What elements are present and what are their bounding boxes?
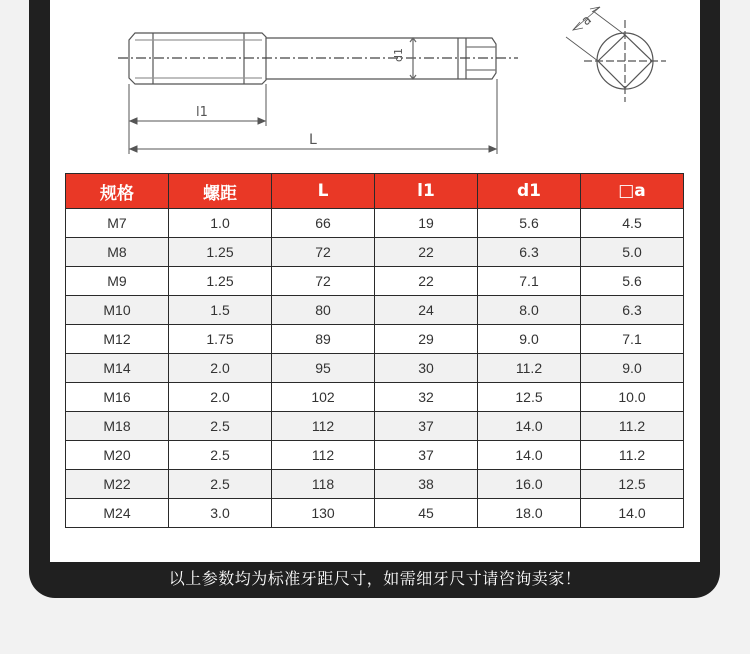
table-cell: 1.25 — [169, 267, 272, 296]
table-row — [66, 499, 684, 528]
table-cell: 112 — [272, 412, 375, 441]
table-cell: 5.6 — [581, 267, 684, 296]
table-cell: 14.0 — [478, 412, 581, 441]
table-cell: 12.5 — [581, 470, 684, 499]
table-row — [66, 383, 684, 412]
header-square-size: □a — [581, 174, 684, 209]
table-row — [66, 238, 684, 267]
table-cell: 72 — [272, 267, 375, 296]
table-cell: 29 — [375, 325, 478, 354]
table-cell: 130 — [272, 499, 375, 528]
header-length: L — [272, 174, 375, 209]
table-cell: 80 — [272, 296, 375, 325]
table-row — [66, 325, 684, 354]
table-cell: 18.0 — [478, 499, 581, 528]
table-cell: 38 — [375, 470, 478, 499]
table-cell: 95 — [272, 354, 375, 383]
table-cell: M7 — [66, 209, 169, 238]
table-cell: 2.0 — [169, 354, 272, 383]
table-cell: 1.25 — [169, 238, 272, 267]
table-cell: 2.5 — [169, 412, 272, 441]
table-row — [66, 470, 684, 499]
table-cell: 1.75 — [169, 325, 272, 354]
table-cell: 8.0 — [478, 296, 581, 325]
table-cell: 16.0 — [478, 470, 581, 499]
table-cell: 32 — [375, 383, 478, 412]
L-dimension-label: L — [309, 132, 317, 148]
table-cell: 14.0 — [581, 499, 684, 528]
table-cell: 19 — [375, 209, 478, 238]
table-row — [66, 354, 684, 383]
table-cell: 37 — [375, 412, 478, 441]
table-cell: 24 — [375, 296, 478, 325]
table-cell: 11.2 — [478, 354, 581, 383]
table-row — [66, 296, 684, 325]
header-pitch: 螺距 — [169, 174, 272, 209]
table-cell: 9.0 — [478, 325, 581, 354]
table-cell: 4.5 — [581, 209, 684, 238]
table-cell: 3.0 — [169, 499, 272, 528]
header-spec: 规格 — [66, 174, 169, 209]
table-cell: M10 — [66, 296, 169, 325]
table-cell: 9.0 — [581, 354, 684, 383]
table-cell: 5.6 — [478, 209, 581, 238]
table-cell: 7.1 — [478, 267, 581, 296]
table-body — [66, 209, 684, 528]
table-cell: 30 — [375, 354, 478, 383]
table-cell: 66 — [272, 209, 375, 238]
table-cell: M8 — [66, 238, 169, 267]
table-cell: 5.0 — [581, 238, 684, 267]
a-dimension-label: a — [578, 12, 595, 30]
table-cell: 45 — [375, 499, 478, 528]
header-thread-length: l1 — [375, 174, 478, 209]
table-cell: 12.5 — [478, 383, 581, 412]
table-cell: 6.3 — [581, 296, 684, 325]
table-cell: 11.2 — [581, 412, 684, 441]
table-cell: 22 — [375, 267, 478, 296]
table-cell: M22 — [66, 470, 169, 499]
table-cell: 10.0 — [581, 383, 684, 412]
l1-dimension-label: l1 — [196, 105, 208, 120]
table-row — [66, 209, 684, 238]
table-cell: 2.5 — [169, 470, 272, 499]
table-cell: M20 — [66, 441, 169, 470]
tap-side-view — [118, 33, 518, 84]
table-cell: 1.5 — [169, 296, 272, 325]
table-cell: 37 — [375, 441, 478, 470]
table-cell: M12 — [66, 325, 169, 354]
table-row — [66, 267, 684, 296]
table-cell: 2.0 — [169, 383, 272, 412]
table-header-row — [66, 174, 684, 209]
footer-note: 以上参数均为标准牙距尺寸，如需细牙尺寸请咨询卖家！ — [168, 569, 582, 588]
table-cell: 14.0 — [478, 441, 581, 470]
table-cell: 89 — [272, 325, 375, 354]
table-row — [66, 441, 684, 470]
table-cell: 7.1 — [581, 325, 684, 354]
table-cell: 118 — [272, 470, 375, 499]
table-cell: 1.0 — [169, 209, 272, 238]
table-cell: M18 — [66, 412, 169, 441]
table-cell: 102 — [272, 383, 375, 412]
table-cell: 2.5 — [169, 441, 272, 470]
d1-dimension-label: d1 — [392, 48, 405, 62]
table-cell: 6.3 — [478, 238, 581, 267]
table-cell: 22 — [375, 238, 478, 267]
table-cell: 72 — [272, 238, 375, 267]
tap-technical-drawing — [0, 0, 750, 170]
table-row — [66, 412, 684, 441]
header-shank-diameter: d1 — [478, 174, 581, 209]
table-cell: M9 — [66, 267, 169, 296]
table-cell: M24 — [66, 499, 169, 528]
table-cell: M16 — [66, 383, 169, 412]
spec-table — [65, 173, 684, 528]
table-cell: 112 — [272, 441, 375, 470]
table-cell: M14 — [66, 354, 169, 383]
table-cell: 11.2 — [581, 441, 684, 470]
